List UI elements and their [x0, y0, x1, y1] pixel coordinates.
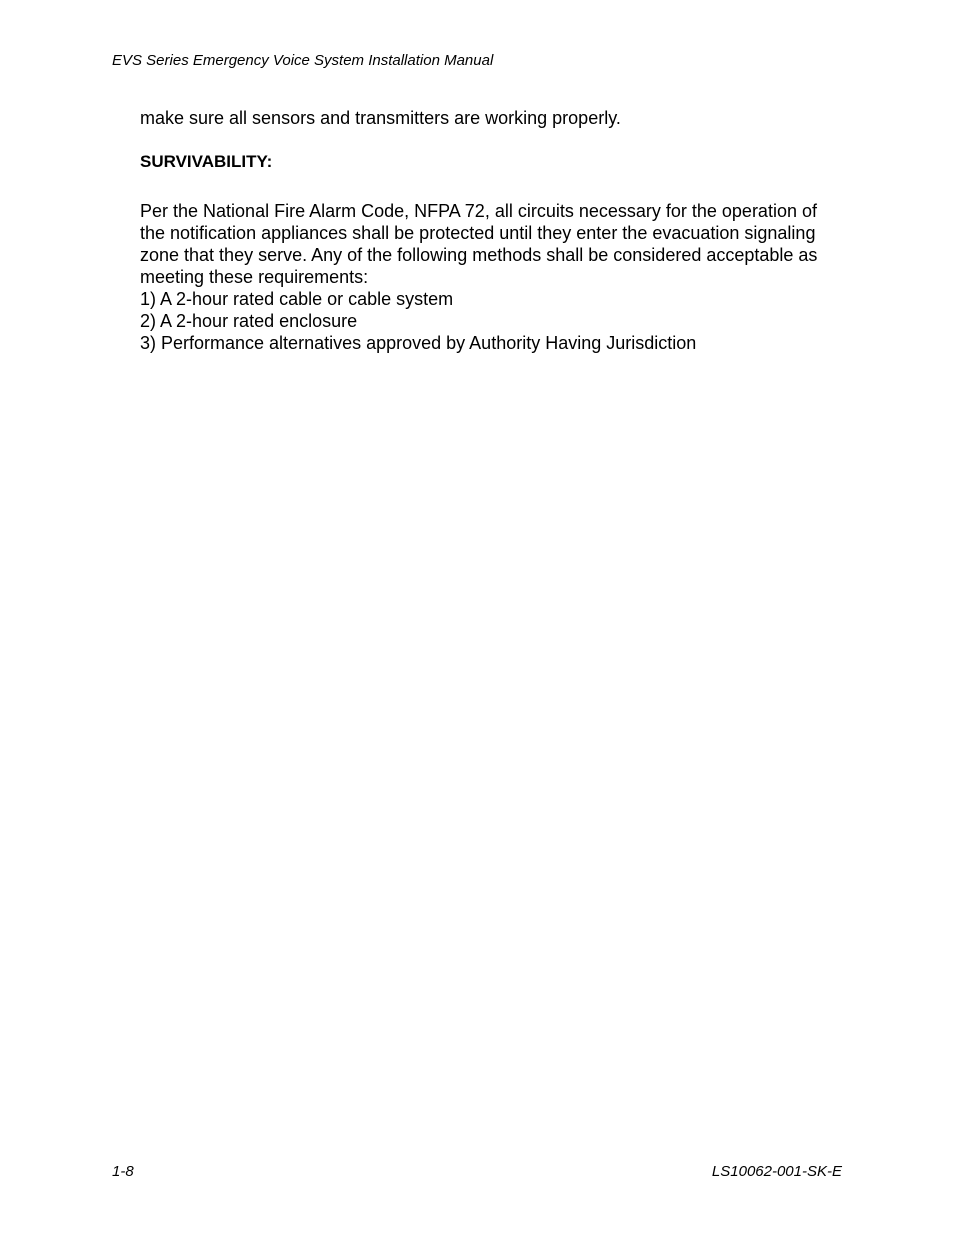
method-list-item-2: 2) A 2-hour rated enclosure: [140, 311, 358, 331]
page-number: 1-8: [112, 1163, 134, 1180]
method-list-item-3: 3) Performance alternatives approved by Authority Having Jurisdiction: [140, 333, 697, 353]
running-header: EVS Series Emergency Voice System Installation Manual: [112, 52, 494, 69]
continued-paragraph: make sure all sensors and transmitters are working properly.: [140, 108, 621, 128]
document-number: LS10062-001-SK-E: [711, 1163, 842, 1180]
method-list-item-1: 1) A 2-hour rated cable or cable system: [140, 289, 454, 309]
section-heading-survivability: SURVIVABILITY:: [140, 152, 273, 171]
survivability-paragraph: Per the National Fire Alarm Code, NFPA 72, all circuits necessary for the operation of the notification appliances shall be protected until they enter the evacuation signaling zone that they serve. Any of the following methods shall be considered acceptable as meeting these requirements:: [140, 201, 818, 287]
acceptable-methods-list: [140, 288, 840, 354]
page-content: [140, 107, 840, 354]
